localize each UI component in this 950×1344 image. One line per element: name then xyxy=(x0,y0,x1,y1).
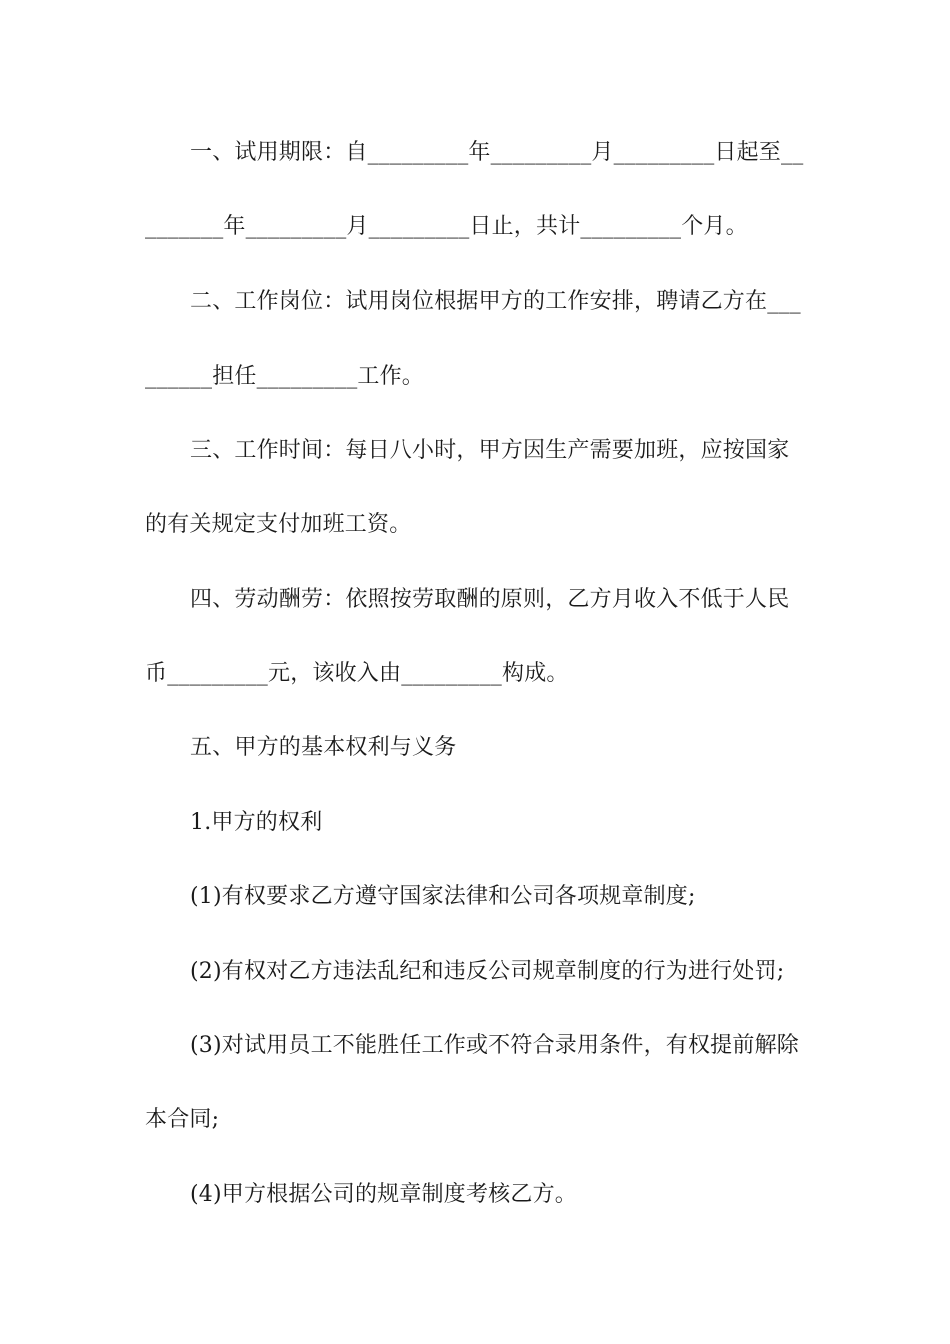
subsection-1-heading: 1.甲方的权利 xyxy=(190,810,323,835)
clause-4-remuneration: 四、劳动酬劳：依照按劳取酬的原则，乙方月收入不低于人民 xyxy=(190,587,790,612)
clause-3-working-hours: 三、工作时间：每日八小时，甲方因生产需要加班，应按国家 xyxy=(190,438,790,463)
clause-1-probation-period: 一、试用期限：自_________年_________月_________日起至__ xyxy=(190,140,804,165)
right-item-3: (3)对试用员工不能胜任工作或不符合录用条件，有权提前解除 xyxy=(190,1033,799,1058)
clause-4-continuation: 币_________元，该收入由_________构成。 xyxy=(145,661,569,686)
right-item-2: (2)有权对乙方违法乱纪和违反公司规章制度的行为进行处罚; xyxy=(190,959,785,984)
clause-3-continuation: 的有关规定支付加班工资。 xyxy=(145,512,412,537)
clause-5-heading: 五、甲方的基本权利与义务 xyxy=(190,735,457,760)
clause-1-continuation: _______年_________月_________日止，共计_________个月。 xyxy=(145,214,748,239)
clause-2-continuation: ______担任_________工作。 xyxy=(145,364,425,389)
clause-2-job-position: 二、工作岗位：试用岗位根据甲方的工作安排，聘请乙方在___ xyxy=(190,289,801,314)
right-item-3-continuation: 本合同; xyxy=(145,1107,220,1132)
right-item-1: (1)有权要求乙方遵守国家法律和公司各项规章制度; xyxy=(190,884,696,909)
right-item-4: (4)甲方根据公司的规章制度考核乙方。 xyxy=(190,1182,577,1207)
